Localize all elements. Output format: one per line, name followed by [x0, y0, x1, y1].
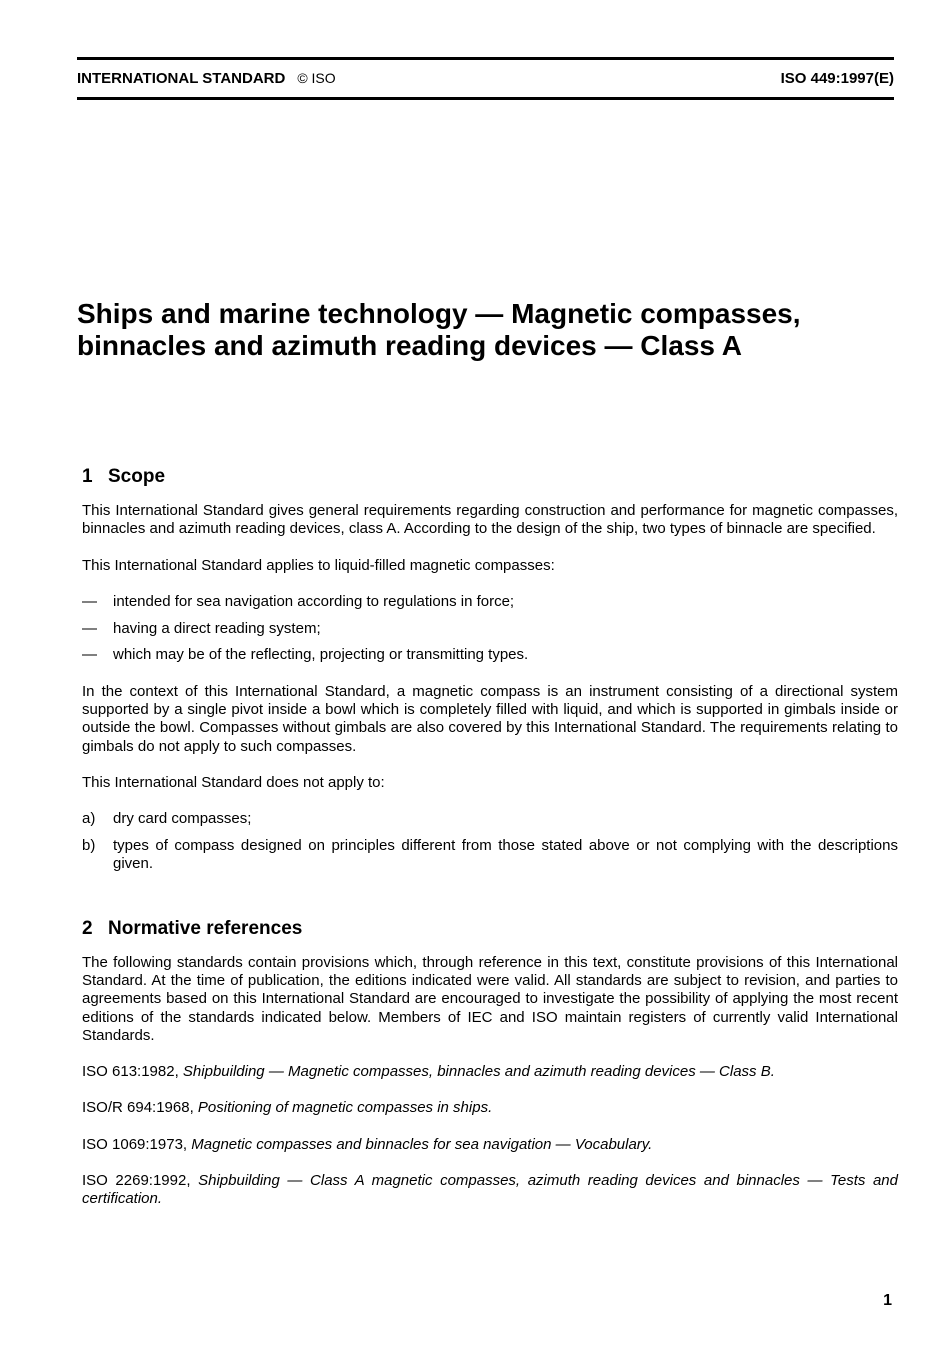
reference-code: ISO 2269:1992, [82, 1172, 191, 1190]
document-body [82, 466, 898, 1227]
paragraph: This International Standard gives general requirements regarding construction and performance for magnetic compasses, binnacles and azimuth reading devices, class A. According to the design of the ship, two types of binnacle are specified. [82, 502, 898, 538]
list-item-text: intended for sea navigation according to regulations in force; [113, 592, 515, 610]
reference-item [82, 1172, 898, 1209]
alpha-list [82, 810, 898, 873]
list-item-text: dry card compasses; [113, 810, 252, 828]
reference-item [82, 1136, 898, 1154]
list-item-text: which may be of the reflecting, projecting or transmitting types. [113, 646, 529, 664]
document-number: ISO 449:1997(E) [780, 70, 894, 87]
list-item [82, 810, 898, 828]
list-item [82, 620, 898, 638]
list-item [82, 646, 898, 664]
reference-title: Magnetic compasses and binnacles for sea navigation — Vocabulary. [191, 1135, 653, 1153]
reference-code: ISO 613:1982, [82, 1063, 179, 1081]
header-left [77, 70, 336, 87]
dash-mark: — [82, 646, 97, 664]
standard-type: INTERNATIONAL STANDARD [77, 70, 286, 87]
section-heading-scope [82, 466, 898, 488]
list-item-text: types of compass designed on principles different from those stated above or not complying with the descriptions given. [113, 837, 898, 873]
list-item [82, 593, 898, 611]
reference-code: ISO/R 694:1968, [82, 1099, 194, 1117]
section-number: 1 [82, 466, 93, 487]
paragraph: In the context of this International Standard, a magnetic compass is an instrument consisting of a directional system supported by a single pivot inside a bowl which is completely filled with liquid, and which is supported in gimbals inside or outside the bowl. Compasses without gimbals are also covered by this International Standard. The requirements relating to gimbals do not apply to such compasses. [82, 682, 898, 755]
reference-item [82, 1063, 898, 1081]
section-number: 2 [82, 917, 93, 939]
section-title: Normative references [108, 917, 303, 939]
list-item-text: having a direct reading system; [113, 619, 321, 637]
list-item [82, 837, 898, 874]
dash-list [82, 593, 898, 665]
reference-title: Positioning of magnetic compasses in ships. [197, 1099, 493, 1117]
title-line-2: binnacles and azimuth reading devices — Class A [77, 330, 742, 361]
dash-mark: — [82, 619, 97, 637]
copyright-notice: © ISO [297, 70, 336, 86]
section-heading-normative-references [82, 918, 898, 940]
paragraph: This International Standard applies to liquid-filled magnetic compasses: [82, 556, 555, 574]
alpha-mark: b) [82, 837, 96, 855]
title-line-1: Ships and marine technology — Magnetic compasses, [77, 298, 801, 329]
reference-title: Shipbuilding — Magnetic compasses, binnacles and azimuth reading devices — Class B. [182, 1063, 775, 1081]
paragraph: This International Standard does not apply to: [82, 773, 385, 791]
page-number: 1 [883, 1292, 892, 1309]
page-header [77, 57, 894, 100]
section-title: Scope [108, 466, 166, 487]
document-title [77, 298, 907, 362]
reference-code: ISO 1069:1973, [82, 1135, 188, 1153]
alpha-mark: a) [82, 810, 96, 828]
dash-mark: — [82, 592, 97, 610]
reference-item [82, 1099, 898, 1117]
reference-title: Shipbuilding — Class A magnetic compasses, azimuth reading devices and binnacles — Tests and certification. [82, 1172, 898, 1208]
paragraph: The following standards contain provisions which, through reference in this text, constitute provisions of this International Standard. At the time of publication, the editions indicated were valid. All standards are subject to revision, and parties to agreements based on this International Standard are encouraged to investigate the possibility of applying the most recent editions of the standards indicated below. Members of IEC and ISO maintain registers of currently valid International Standards. [82, 953, 898, 1044]
